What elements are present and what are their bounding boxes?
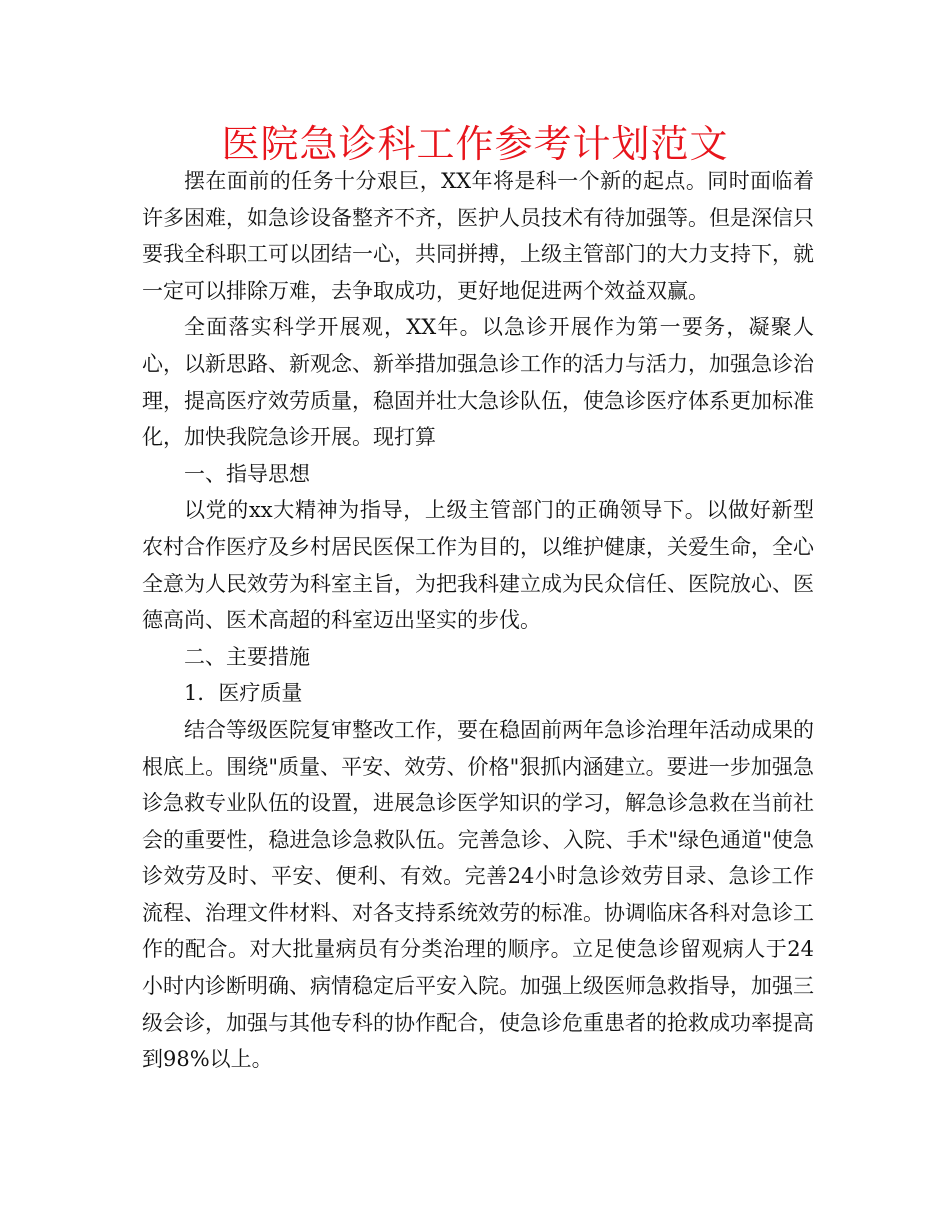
paragraph-overview: 全面落实科学开展观，XX年。以急诊开展作为第一要务，凝聚人心，以新思路、新观念、新举措加强急诊工作的活力与活力，加强急诊治理，提高医疗效劳质量，稳固并壮大急诊队伍，使急诊医疗体系更加标准化，加快我院急诊开展。现打算 (142, 315, 814, 450)
document-body (142, 163, 814, 1078)
paragraph-medical-quality: 结合等级医院复审整改工作，要在稳固前两年急诊治理年活动成果的根底上。围绕"质量、平安、效劳、价格"狠抓内涵建立。要进一步加强急诊急救专业队伍的设置，进展急诊医学知识的学习，解急诊急救在当前社会的重要性，稳进急诊急救队伍。完善急诊、入院、手术"绿色通道"使急诊效劳及时、平安、便利、有效。完善24小时急诊效劳目录、急诊工作流程、治理文件材料、对各支持系统效劳的标准。协调临床各科对急诊工作的配合。对大批量病员有分类治理的顺序。立足使急诊留观病人于24小时内诊断明确、病情稳定后平安入院。加强上级医师急救指导，加强三级会诊，加强与其他专科的协作配合，使急诊危重患者的抢救成功率提高到98%以上。 (142, 717, 814, 1072)
paragraph-intro: 摆在面前的任务十分艰巨，XX年将是科一个新的起点。同时面临着许多困难，如急诊设备整齐不齐，医护人员技术有待加强等。但是深信只要我全科职工可以团结一心，共同拼搏，上级主管部门的大力支持下，就一定可以排除万难，去争取成功，更好地促进两个效益双赢。 (142, 169, 814, 303)
document-title: 医院急诊科工作参考计划范文 (221, 122, 729, 166)
subsection-heading-medical-quality: 1．医疗质量 (184, 681, 303, 706)
section-heading-main-measures: 二、主要措施 (184, 644, 310, 669)
section-heading-guiding-thought: 一、指导思想 (184, 461, 310, 486)
paragraph-guiding-thought: 以党的xx大精神为指导，上级主管部门的正确领导下。以做好新型农村合作医疗及乡村居民医保工作为目的，以维护健康，关爱生命，全心全意为人民效劳为科室主旨，为把我科建立成为民众信任、医院放心、医德高尚、医术高超的科室迈出坚实的步伐。 (142, 498, 814, 633)
